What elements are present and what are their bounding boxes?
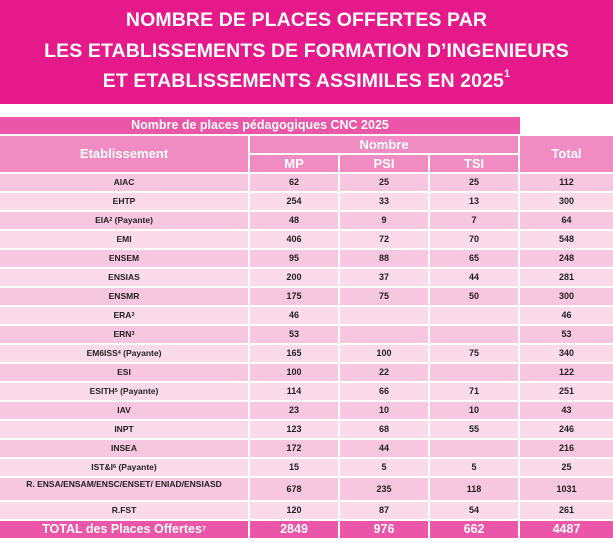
cell-psi: 37	[340, 269, 428, 286]
table-row	[0, 193, 613, 210]
cell-total: 281	[520, 269, 613, 286]
table-row	[0, 421, 613, 438]
cell-etablissement: INPT	[0, 421, 248, 438]
title-line-3: ET ETABLISSEMENTS ASSIMILES EN 2025$^1$	[102, 68, 511, 92]
total-row	[0, 521, 613, 538]
cell-etablissement: R.FST	[0, 502, 248, 519]
cell-tsi: 10	[430, 402, 518, 419]
cell-psi: 44	[340, 440, 428, 457]
cell-total: 43	[520, 402, 613, 419]
cell-psi: 5	[340, 459, 428, 476]
cell-etablissement: EMI	[0, 231, 248, 248]
cell-mp: 120	[250, 502, 338, 519]
total-label: TOTAL des Places Offertes$^7$	[0, 521, 248, 538]
title-line-1: NOMBRE DE PLACES OFFERTES PAR	[125, 9, 488, 31]
header-tsi: TSI	[430, 155, 518, 172]
cell-psi: 9	[340, 212, 428, 229]
cell-mp: 46	[250, 307, 338, 324]
cell-total: 246	[520, 421, 613, 438]
cell-psi: 25	[340, 174, 428, 191]
cell-tsi: 55	[430, 421, 518, 438]
total-total: 4487	[520, 521, 613, 538]
table-row	[0, 231, 613, 248]
cell-etablissement: $IST\&I^6$ (Payante)	[0, 459, 248, 476]
cell-etablissement: ESI	[0, 364, 248, 381]
table-row	[0, 288, 613, 305]
table-row	[0, 440, 613, 457]
cell-tsi: 54	[430, 502, 518, 519]
cell-etablissement: ERN$^3$	[0, 326, 248, 343]
cell-tsi: 7	[430, 212, 518, 229]
cell-mp: 15	[250, 459, 338, 476]
cell-etablissement: EHTP	[0, 193, 248, 210]
cell-etablissement: IAV	[0, 402, 248, 419]
header-psi: PSI	[340, 155, 428, 172]
cell-mp: 62	[250, 174, 338, 191]
table-row	[0, 345, 613, 362]
cell-total: 248	[520, 250, 613, 267]
cell-etablissement: INSEA	[0, 440, 248, 457]
cell-mp: 123	[250, 421, 338, 438]
cell-tsi	[430, 440, 518, 457]
cell-total: 64	[520, 212, 613, 229]
cell-mp: 53	[250, 326, 338, 343]
caption-spacer	[520, 117, 613, 134]
table-row	[0, 364, 613, 381]
table-row	[0, 383, 613, 400]
cell-total: 300	[520, 288, 613, 305]
table-row	[0, 478, 613, 500]
cell-mp: 406	[250, 231, 338, 248]
cell-psi: 235	[340, 478, 428, 500]
table-row	[0, 459, 613, 476]
table-row	[0, 212, 613, 229]
cell-tsi: 71	[430, 383, 518, 400]
cell-total: 25	[520, 459, 613, 476]
cell-total: 261	[520, 502, 613, 519]
total-mp: 2849	[250, 521, 338, 538]
title-line-2: LES ETABLISSEMENTS DE FORMATION D’INGENIEURS	[44, 40, 569, 62]
cell-mp: 172	[250, 440, 338, 457]
cell-tsi: 118	[430, 478, 518, 500]
cell-total: 300	[520, 193, 613, 210]
cell-total: 251	[520, 383, 613, 400]
cell-psi: 100	[340, 345, 428, 362]
cell-psi: 10	[340, 402, 428, 419]
cell-etablissement: EM6ISS$^4$ (Payante)	[0, 345, 248, 362]
cell-mp: 100	[250, 364, 338, 381]
cell-tsi: 13	[430, 193, 518, 210]
cell-total: 122	[520, 364, 613, 381]
cell-tsi: 44	[430, 269, 518, 286]
cell-mp: 165	[250, 345, 338, 362]
table-row	[0, 326, 613, 343]
cell-mp: 23	[250, 402, 338, 419]
cell-psi	[340, 307, 428, 324]
cell-total: 548	[520, 231, 613, 248]
table-row	[0, 502, 613, 519]
cell-total: 340	[520, 345, 613, 362]
total-tsi: 662	[430, 521, 518, 538]
cell-psi: 88	[340, 250, 428, 267]
cell-psi: 33	[340, 193, 428, 210]
header-etablissement: Etablissement	[0, 136, 248, 172]
cell-etablissement: AIAC	[0, 174, 248, 191]
header-mp: MP	[250, 155, 338, 172]
cell-etablissement: ERA$^3$	[0, 307, 248, 324]
cell-psi: 72	[340, 231, 428, 248]
cell-etablissement: ENSEM	[0, 250, 248, 267]
cell-psi: 66	[340, 383, 428, 400]
table-row	[0, 269, 613, 286]
table-caption: Nombre de places pédagogiques CNC 2025	[0, 117, 520, 134]
table-row	[0, 250, 613, 267]
cell-total: 216	[520, 440, 613, 457]
title-footnote: 1	[503, 68, 511, 80]
cell-tsi	[430, 307, 518, 324]
cell-tsi: 25	[430, 174, 518, 191]
title-banner	[0, 0, 613, 104]
cell-mp: 48	[250, 212, 338, 229]
cell-total: 46	[520, 307, 613, 324]
cell-mp: 200	[250, 269, 338, 286]
cell-psi: 22	[340, 364, 428, 381]
cell-etablissement: ENSIAS	[0, 269, 248, 286]
cell-psi: 68	[340, 421, 428, 438]
header-total: Total	[520, 136, 613, 172]
cell-mp: 254	[250, 193, 338, 210]
cell-total: 112	[520, 174, 613, 191]
table-row	[0, 307, 613, 324]
header-nombre: Nombre	[250, 136, 518, 153]
cell-total: 1031	[520, 478, 613, 500]
table-row	[0, 402, 613, 419]
cell-tsi	[430, 364, 518, 381]
cell-tsi: 70	[430, 231, 518, 248]
cell-mp: 175	[250, 288, 338, 305]
cell-etablissement: R. ENSA/ENSAM/ENSC/ENSET/ ENIAD/ENSIASD	[0, 478, 248, 500]
table-row	[0, 174, 613, 191]
cell-mp: 114	[250, 383, 338, 400]
cell-tsi: 50	[430, 288, 518, 305]
cell-psi	[340, 326, 428, 343]
cell-tsi	[430, 326, 518, 343]
cell-tsi: 5	[430, 459, 518, 476]
cell-mp: 95	[250, 250, 338, 267]
cell-tsi: 65	[430, 250, 518, 267]
cell-etablissement: EIA$^2$ (Payante)	[0, 212, 248, 229]
cell-etablissement: ESITH$^5$ (Payante)	[0, 383, 248, 400]
cell-psi: 75	[340, 288, 428, 305]
cell-psi: 87	[340, 502, 428, 519]
cell-mp: 678	[250, 478, 338, 500]
total-psi: 976	[340, 521, 428, 538]
cell-total: 53	[520, 326, 613, 343]
cell-tsi: 75	[430, 345, 518, 362]
cell-etablissement: ENSMR	[0, 288, 248, 305]
